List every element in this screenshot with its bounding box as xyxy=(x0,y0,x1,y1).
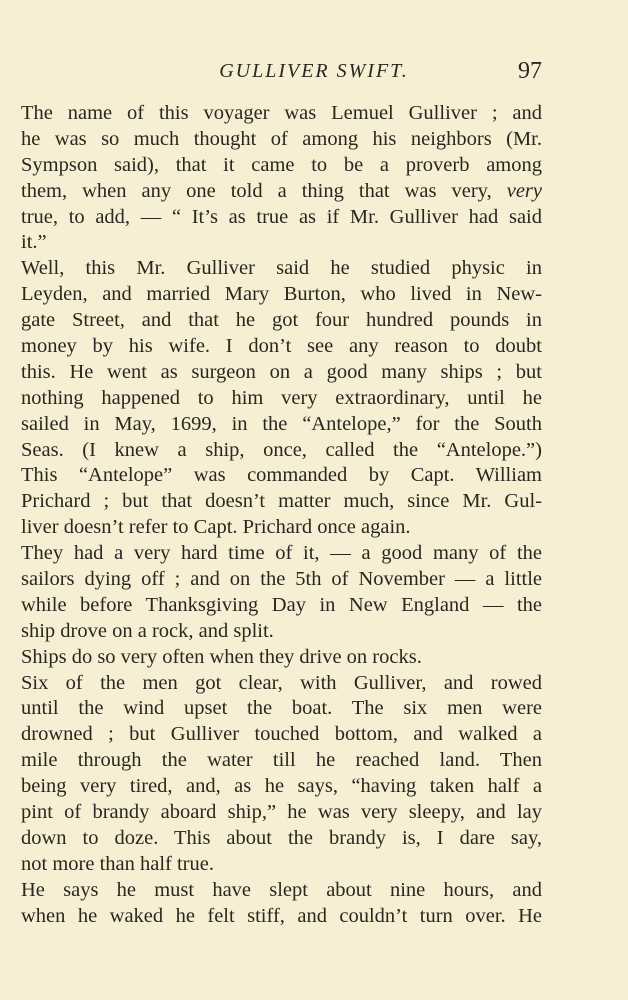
text-line: he was so much thought of among his neighbors (Mr. xyxy=(21,127,542,150)
paragraph-3 xyxy=(21,541,542,645)
italic-word: very xyxy=(506,179,543,202)
text-line: while before Thanksgiving Day in New England — the xyxy=(21,593,542,616)
running-head xyxy=(0,58,628,88)
text-line: Leyden, and married Mary Burton, who lived in New- xyxy=(21,283,542,306)
text-line: not more than half true. xyxy=(21,852,214,875)
page-number: 97 xyxy=(518,58,542,84)
text-line: Ships do so very often when they drive on rocks. xyxy=(21,645,422,668)
text-line: Seas. (I knew a ship, once, called the “Antelope.”) xyxy=(21,438,542,461)
text-line: mile through the water till he reached land. Then xyxy=(21,749,542,772)
paragraph-5 xyxy=(21,671,542,878)
paragraph-2 xyxy=(21,256,542,541)
text-line: nothing happened to him very extraordinary, until he xyxy=(21,386,542,409)
text-line-with-italic xyxy=(21,179,542,205)
text-line: money by his wife. I don’t see any reason to doubt xyxy=(21,335,542,358)
paragraph-1 xyxy=(21,101,542,256)
text-span: them, when any one told a thing that was very, xyxy=(21,179,492,202)
text-line: drowned ; but Gulliver touched bottom, and walked a xyxy=(21,723,542,746)
text-line: liver doesn’t refer to Capt. Prichard once again. xyxy=(21,516,411,539)
text-line: He says he must have slept about nine hours, and xyxy=(21,878,542,901)
text-line: when he waked he felt stiff, and couldn’t turn over. He xyxy=(21,904,542,927)
text-line: Six of the men got clear, with Gulliver, and rowed xyxy=(21,671,542,694)
text-line: this. He went as surgeon on a good many ships ; but xyxy=(21,360,542,383)
paragraph-6 xyxy=(21,878,542,930)
text-line: being very tired, and, as he says, “having taken half a xyxy=(21,775,542,798)
text-line: This “Antelope” was commanded by Capt. William xyxy=(21,464,542,487)
text-line: Well, this Mr. Gulliver said he studied physic in xyxy=(21,257,542,280)
text-line: sailors dying off ; and on the 5th of November — a little xyxy=(21,568,542,591)
running-title: GULLIVER SWIFT. xyxy=(219,60,409,82)
text-line: ship drove on a rock, and split. xyxy=(21,619,274,642)
body-text xyxy=(21,101,542,930)
text-line: gate Street, and that he got four hundred pounds in xyxy=(21,309,542,332)
text-line: Prichard ; but that doesn’t matter much, since Mr. Gul- xyxy=(21,490,542,513)
text-line: pint of brandy aboard ship,” he was very sleepy, and lay xyxy=(21,801,542,824)
text-line: until the wind upset the boat. The six men were xyxy=(21,697,542,720)
text-line: down to doze. This about the brandy is, I dare say, xyxy=(21,826,542,849)
text-line: it.” xyxy=(21,231,47,254)
text-line: Sympson said), that it came to be a proverb among xyxy=(21,153,542,176)
text-line: sailed in May, 1699, in the “Antelope,” for the South xyxy=(21,412,542,435)
text-line: The name of this voyager was Lemuel Gulliver ; and xyxy=(21,102,542,124)
paragraph-4 xyxy=(21,645,542,671)
text-line: true, to add, — “ It’s as true as if Mr. Gulliver had said xyxy=(21,205,542,228)
text-line: They had a very hard time of it, — a good many of the xyxy=(21,542,542,565)
